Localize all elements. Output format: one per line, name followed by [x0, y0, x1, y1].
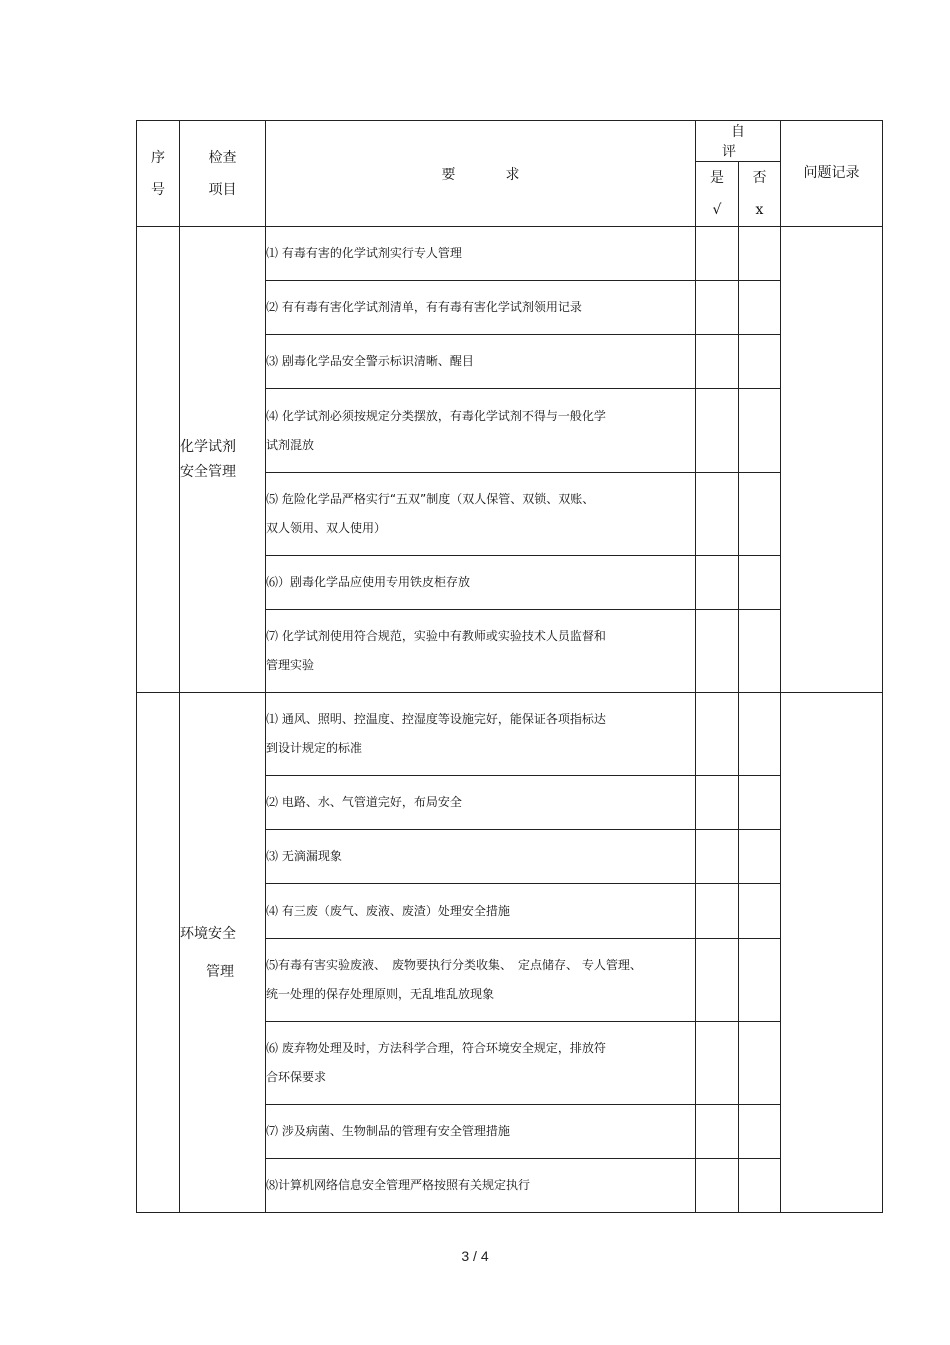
header-issue-record-label: 问题记录	[803, 164, 860, 181]
requirement-cell	[266, 1022, 696, 1105]
header-check-item-line: 项目	[208, 181, 237, 198]
requirement-text: ⑺ 涉及病菌、生物制品的管理有安全管理措施	[266, 1124, 510, 1138]
requirement-cell	[266, 776, 696, 830]
requirement-text: ⑷ 有三废（废气、废液、废渣）处理安全措施	[266, 903, 510, 918]
yes-checkbox-cell[interactable]	[696, 556, 739, 610]
yes-checkbox-cell[interactable]	[696, 335, 739, 389]
no-checkbox-cell[interactable]	[739, 693, 781, 776]
requirement-cell	[266, 693, 696, 776]
requirement-cell	[266, 473, 696, 556]
no-checkbox-cell[interactable]	[739, 473, 781, 556]
no-checkbox-cell[interactable]	[739, 884, 781, 939]
requirement-cell	[266, 1105, 696, 1159]
header-yes-label: 是	[710, 170, 724, 186]
no-checkbox-cell[interactable]	[739, 939, 781, 1022]
header-requirement	[266, 121, 696, 227]
header-self-eval	[696, 121, 781, 162]
header-yes	[696, 162, 739, 227]
yes-checkbox-cell[interactable]	[696, 830, 739, 884]
requirement-text: ⑹）剧毒化学品应使用专用铁皮柜存放	[266, 575, 471, 589]
header-issue-record	[781, 121, 883, 227]
requirement-text: ⑸有毒有害实验废液、 废物要执行分类收集、 定点储存、 专人管理、	[266, 958, 642, 972]
requirement-cell	[266, 830, 696, 884]
requirement-text: ⑵ 电路、水、气管道完好，布局安全	[266, 795, 462, 809]
requirement-cell	[266, 389, 696, 473]
table-row	[137, 227, 883, 281]
requirement-text: ⑵ 有有毒有害化学试剂清单，有有毒有害化学试剂领用记录	[266, 300, 582, 314]
yes-checkbox-cell[interactable]	[696, 1105, 739, 1159]
issue-record-cell[interactable]	[781, 693, 883, 1213]
requirement-cell	[266, 884, 696, 939]
requirement-cell	[266, 227, 696, 281]
category-cell	[180, 227, 266, 693]
category-title-line: 环境安全	[180, 925, 236, 942]
requirement-cell	[266, 939, 696, 1022]
no-checkbox-cell[interactable]	[739, 389, 781, 473]
header-seq	[137, 121, 180, 227]
header-check-item	[180, 121, 266, 227]
category-title-line: 管理	[206, 963, 234, 980]
header-no-mark: x	[755, 202, 764, 218]
requirement-cell	[266, 335, 696, 389]
seq-cell	[137, 693, 180, 1213]
requirement-cell	[266, 1159, 696, 1213]
requirement-cell	[266, 610, 696, 693]
category-cell	[180, 693, 266, 1213]
category-title-line: 安全管理	[180, 463, 236, 480]
requirement-text: 试剂混放	[266, 437, 315, 452]
requirement-text: ⑻计算机网络信息安全管理严格按照有关规定执行	[266, 1178, 531, 1192]
requirement-text: 到设计规定的标准	[266, 741, 363, 755]
yes-checkbox-cell[interactable]	[696, 473, 739, 556]
yes-checkbox-cell[interactable]	[696, 1159, 739, 1213]
page-number: 3 / 4	[461, 1248, 489, 1264]
header-no-label: 否	[752, 170, 767, 186]
requirement-text: ⑶ 无滴漏现象	[266, 849, 342, 863]
requirement-text: 合环保要求	[266, 1070, 327, 1084]
yes-checkbox-cell[interactable]	[696, 1022, 739, 1105]
header-check-item-line: 检查	[208, 149, 237, 166]
header-self-eval-label: 自 评	[722, 124, 763, 160]
issue-record-cell[interactable]	[781, 227, 883, 693]
yes-checkbox-cell[interactable]	[696, 227, 739, 281]
requirement-text: ⑶ 剧毒化学品安全警示标识清晰、醒目	[266, 354, 474, 368]
no-checkbox-cell[interactable]	[739, 1105, 781, 1159]
yes-checkbox-cell[interactable]	[696, 776, 739, 830]
header-requirement-char: 求	[505, 166, 520, 183]
yes-checkbox-cell[interactable]	[696, 389, 739, 473]
requirement-text: 管理实验	[266, 658, 315, 672]
requirement-text: ⑴ 有毒有害的化学试剂实行专人管理	[266, 246, 462, 260]
yes-checkbox-cell[interactable]	[696, 281, 739, 335]
no-checkbox-cell[interactable]	[739, 1159, 781, 1213]
seq-cell	[137, 227, 180, 693]
no-checkbox-cell[interactable]	[739, 227, 781, 281]
yes-checkbox-cell[interactable]	[696, 884, 739, 939]
header-seq-line: 号	[151, 181, 165, 198]
table-row	[137, 693, 883, 776]
requirement-text: ⑹ 废弃物处理及时，方法科学合理，符合环境安全规定，排放符	[266, 1041, 606, 1055]
no-checkbox-cell[interactable]	[739, 830, 781, 884]
requirement-text: ⑺ 化学试剂使用符合规范，实验中有教师或实验技术人员监督和	[266, 629, 606, 643]
requirement-cell	[266, 556, 696, 610]
yes-checkbox-cell[interactable]	[696, 693, 739, 776]
header-seq-line: 序	[151, 149, 165, 166]
yes-checkbox-cell[interactable]	[696, 939, 739, 1022]
no-checkbox-cell[interactable]	[739, 1022, 781, 1105]
header-requirement-char: 要	[441, 166, 456, 183]
no-checkbox-cell[interactable]	[739, 281, 781, 335]
requirement-text: ⑴ 通风、照明、控温度、控湿度等设施完好，能保证各项指标达	[266, 712, 606, 726]
header-no	[739, 162, 781, 227]
category-title-line: 化学试剂	[180, 438, 236, 455]
requirement-text: ⑷ 化学试剂必须按规定分类摆放，有毒化学试剂不得与一般化学	[266, 408, 606, 423]
no-checkbox-cell[interactable]	[739, 556, 781, 610]
header-yes-mark: √	[712, 202, 722, 218]
requirement-text: 统一处理的保存处理原则，无乱堆乱放现象	[266, 987, 495, 1001]
requirement-text: ⑸ 危险化学品严格实行“五双”制度（双人保管、双锁、双账、	[266, 492, 595, 506]
no-checkbox-cell[interactable]	[739, 610, 781, 693]
safety-inspection-table	[136, 120, 883, 1213]
requirement-text: 双人领用、双人使用）	[266, 521, 387, 535]
yes-checkbox-cell[interactable]	[696, 610, 739, 693]
requirement-cell	[266, 281, 696, 335]
no-checkbox-cell[interactable]	[739, 335, 781, 389]
no-checkbox-cell[interactable]	[739, 776, 781, 830]
